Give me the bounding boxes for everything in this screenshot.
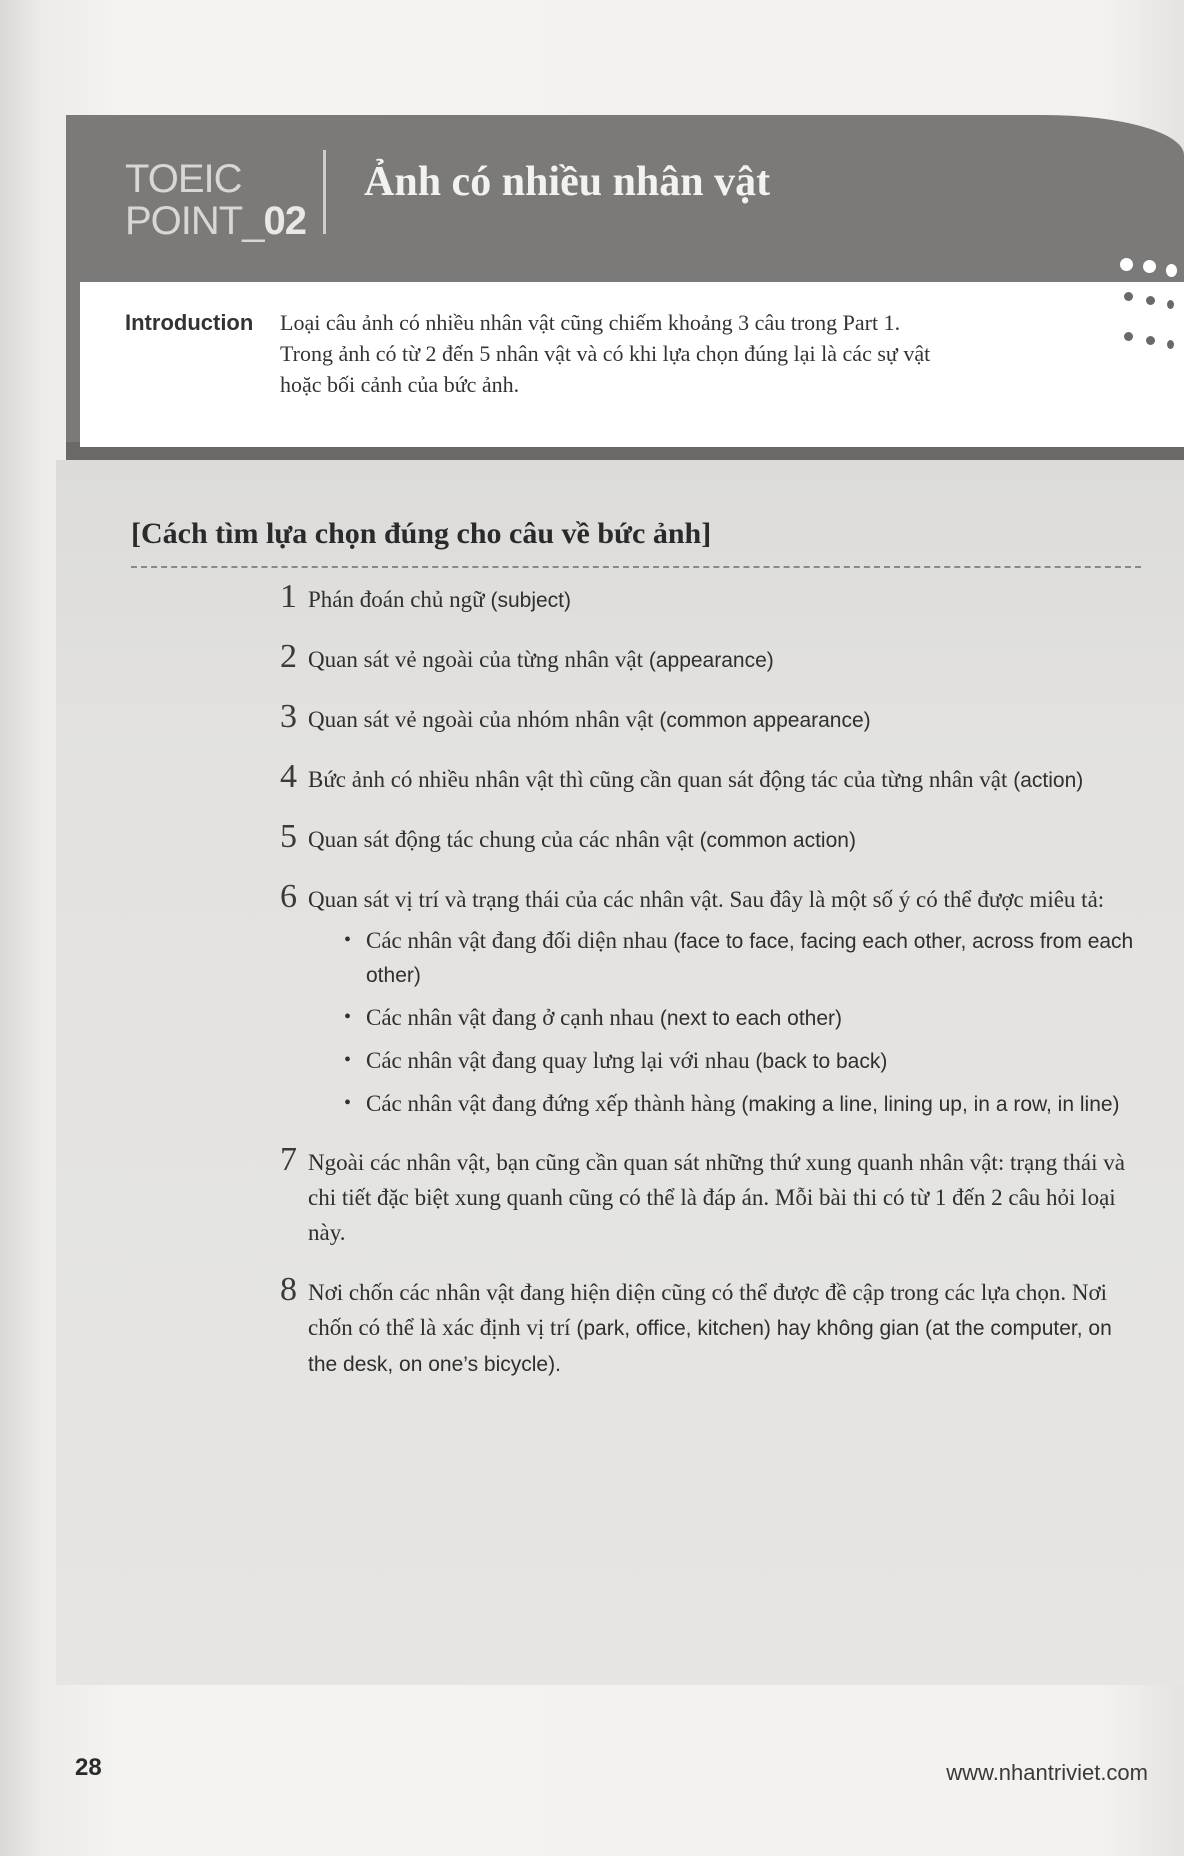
bullet-item (344, 1087, 1146, 1121)
list-item (280, 1143, 1146, 1251)
item-english: (subject) (484, 589, 571, 612)
item-english: (common action) (693, 829, 856, 852)
item-text: Bức ảnh có nhiều nhân vật thì cũng cần quan sát động tác của từng nhân vật (308, 767, 1008, 792)
item-number: 6 (280, 878, 297, 915)
page-number: 28 (75, 1754, 102, 1781)
item-english: (appearance) (643, 649, 774, 672)
list-item (280, 700, 1146, 738)
list-item (280, 760, 1146, 798)
intro-line: Loại câu ảnh có nhiều nhân vật cũng chiếm khoảng 3 câu trong Part 1. (280, 310, 901, 335)
item-number: 5 (280, 818, 297, 855)
item-number: 8 (280, 1271, 297, 1308)
item-number: 2 (280, 638, 297, 675)
section-divider (131, 566, 1141, 568)
bullet-english: (back to back) (749, 1050, 888, 1073)
website-url: www.nhantriviet.com (946, 1760, 1148, 1785)
item-number: 4 (280, 758, 297, 795)
point-label: POINT_ (125, 199, 264, 243)
item-number: 1 (280, 578, 297, 615)
list-item (280, 640, 1146, 678)
item-text: Quan sát vị trí và trạng thái của các nhân vật. Sau đây là một số ý có thể được miêu tả: (308, 887, 1105, 912)
section-title: [Cách tìm lựa chọn đúng cho câu về bức ảnh] (131, 517, 712, 550)
item-number: 7 (280, 1141, 297, 1178)
intro-label: Introduction (125, 310, 254, 335)
item-text: Quan sát vẻ ngoài của nhóm nhân vật (308, 707, 654, 732)
item-english: (common appearance) (653, 709, 871, 732)
bullet-english: (next to each other) (654, 1007, 842, 1030)
toeic-point-label (125, 158, 306, 242)
bullet-text: Các nhân vật đang ở cạnh nhau (366, 1005, 655, 1030)
intro-text (280, 307, 980, 400)
page-title: Ảnh có nhiều nhân vật (364, 159, 771, 205)
bullet-item (344, 1001, 1146, 1035)
header-divider (323, 150, 326, 234)
intro-line: hoặc bối cảnh của bức ảnh. (280, 372, 520, 397)
item-english: (action) (1007, 769, 1084, 792)
list-item (280, 820, 1146, 858)
item-text: Quan sát động tác chung của các nhân vật (308, 827, 694, 852)
item-text: Nơi chốn các nhân vật đang hiện diện cũng có thể được đề cập trong các lựa chọn. Nơi chốn có thể là xác định vị trí (308, 1280, 1108, 1340)
list-item (280, 880, 1146, 1121)
bullet-item (344, 924, 1146, 992)
decorative-dots-dark-icon (1110, 292, 1184, 392)
item-text: Quan sát vẻ ngoài của từng nhân vật (308, 647, 644, 672)
toeic-label: TOEIC (125, 157, 242, 201)
bullet-list (344, 924, 1146, 1121)
intro-line: Trong ảnh có từ 2 đến 5 nhân vật và có khi lựa chọn đúng lại là các sự vật (280, 341, 931, 366)
point-number: 02 (263, 199, 306, 243)
item-text: Ngoài các nhân vật, bạn cũng cần quan sát những thứ xung quanh nhân vật: trạng thái và chi tiết đặc biệt xung quanh cũng có thể là đáp án. Mỗi bài thi có từ 1 đến 2 câu hỏi loại này. (308, 1150, 1125, 1245)
bullet-english: (making a line, lining up, in a row, in line) (735, 1093, 1120, 1116)
bullet-text: Các nhân vật đang đối diện nhau (366, 928, 668, 953)
item-text: Phán đoán chủ ngữ (308, 587, 485, 612)
list-item (280, 1273, 1146, 1382)
tips-list (280, 580, 1146, 1404)
list-item (280, 580, 1146, 618)
item-number: 3 (280, 698, 297, 735)
item-english: (park, office, kitchen) hay không gian (at the computer, on the desk, on one’s bicycle). (308, 1317, 1112, 1376)
bullet-item (344, 1044, 1146, 1078)
bullet-text: Các nhân vật đang đứng xếp thành hàng (366, 1091, 736, 1116)
bullet-english: (face to face, facing each other, across from each other) (366, 930, 1134, 987)
bullet-text: Các nhân vật đang quay lưng lại với nhau (366, 1048, 750, 1073)
